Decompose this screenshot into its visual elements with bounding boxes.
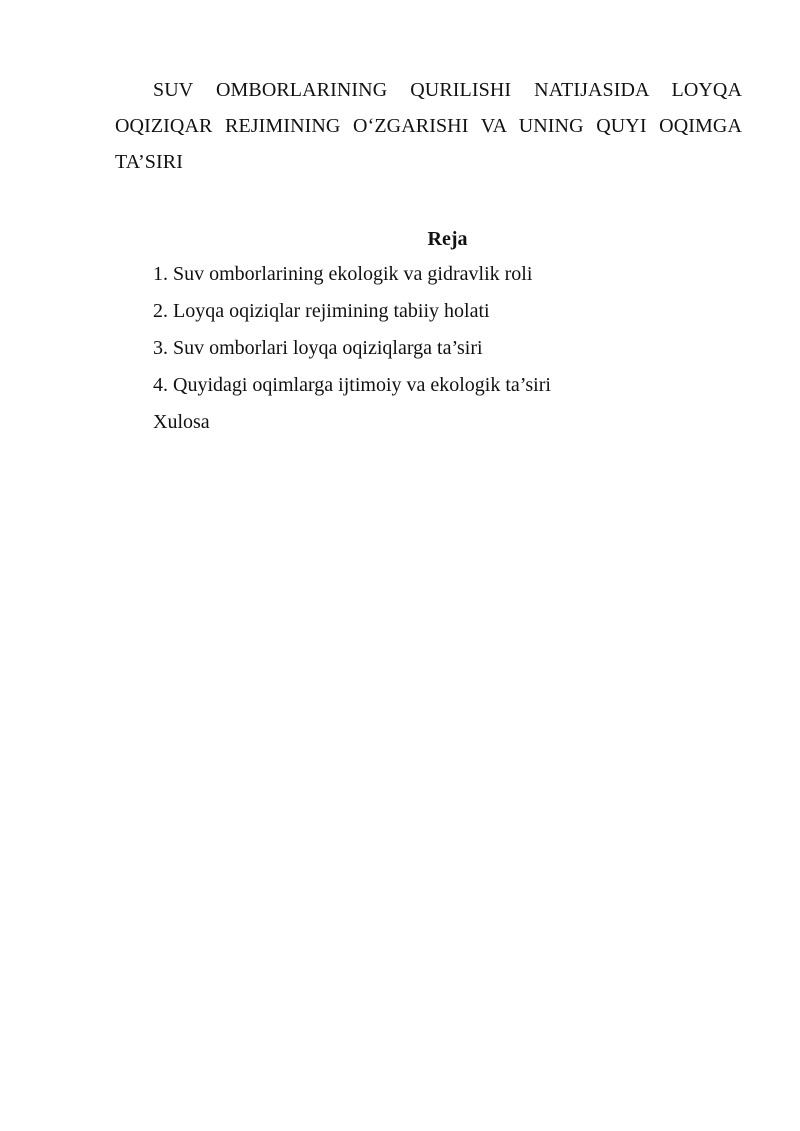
plan-item: 2. Loyqa oqiziqlar rejimining tabiiy holati [153, 300, 490, 322]
plan-item: 3. Suv omborlari loyqa oqiziqlarga ta’siri [153, 337, 483, 359]
plan-item-conclusion: Xulosa [153, 411, 210, 433]
plan-item: 4. Quyidagi oqimlarga ijtimoiy va ekologik ta’siri [153, 374, 551, 396]
plan-list [153, 259, 551, 444]
document-title: SUV OMBORLARINING QURILISHI NATIJASIDA LOYQA OQIZIQAR REJIMINING O‘ZGARISHI VA UNING QUYI OQIMGA TA’SIRI [115, 79, 742, 173]
plan-heading: Reja [427, 228, 468, 250]
plan-item: 1. Suv omborlarining ekologik va gidravlik roli [153, 263, 533, 285]
